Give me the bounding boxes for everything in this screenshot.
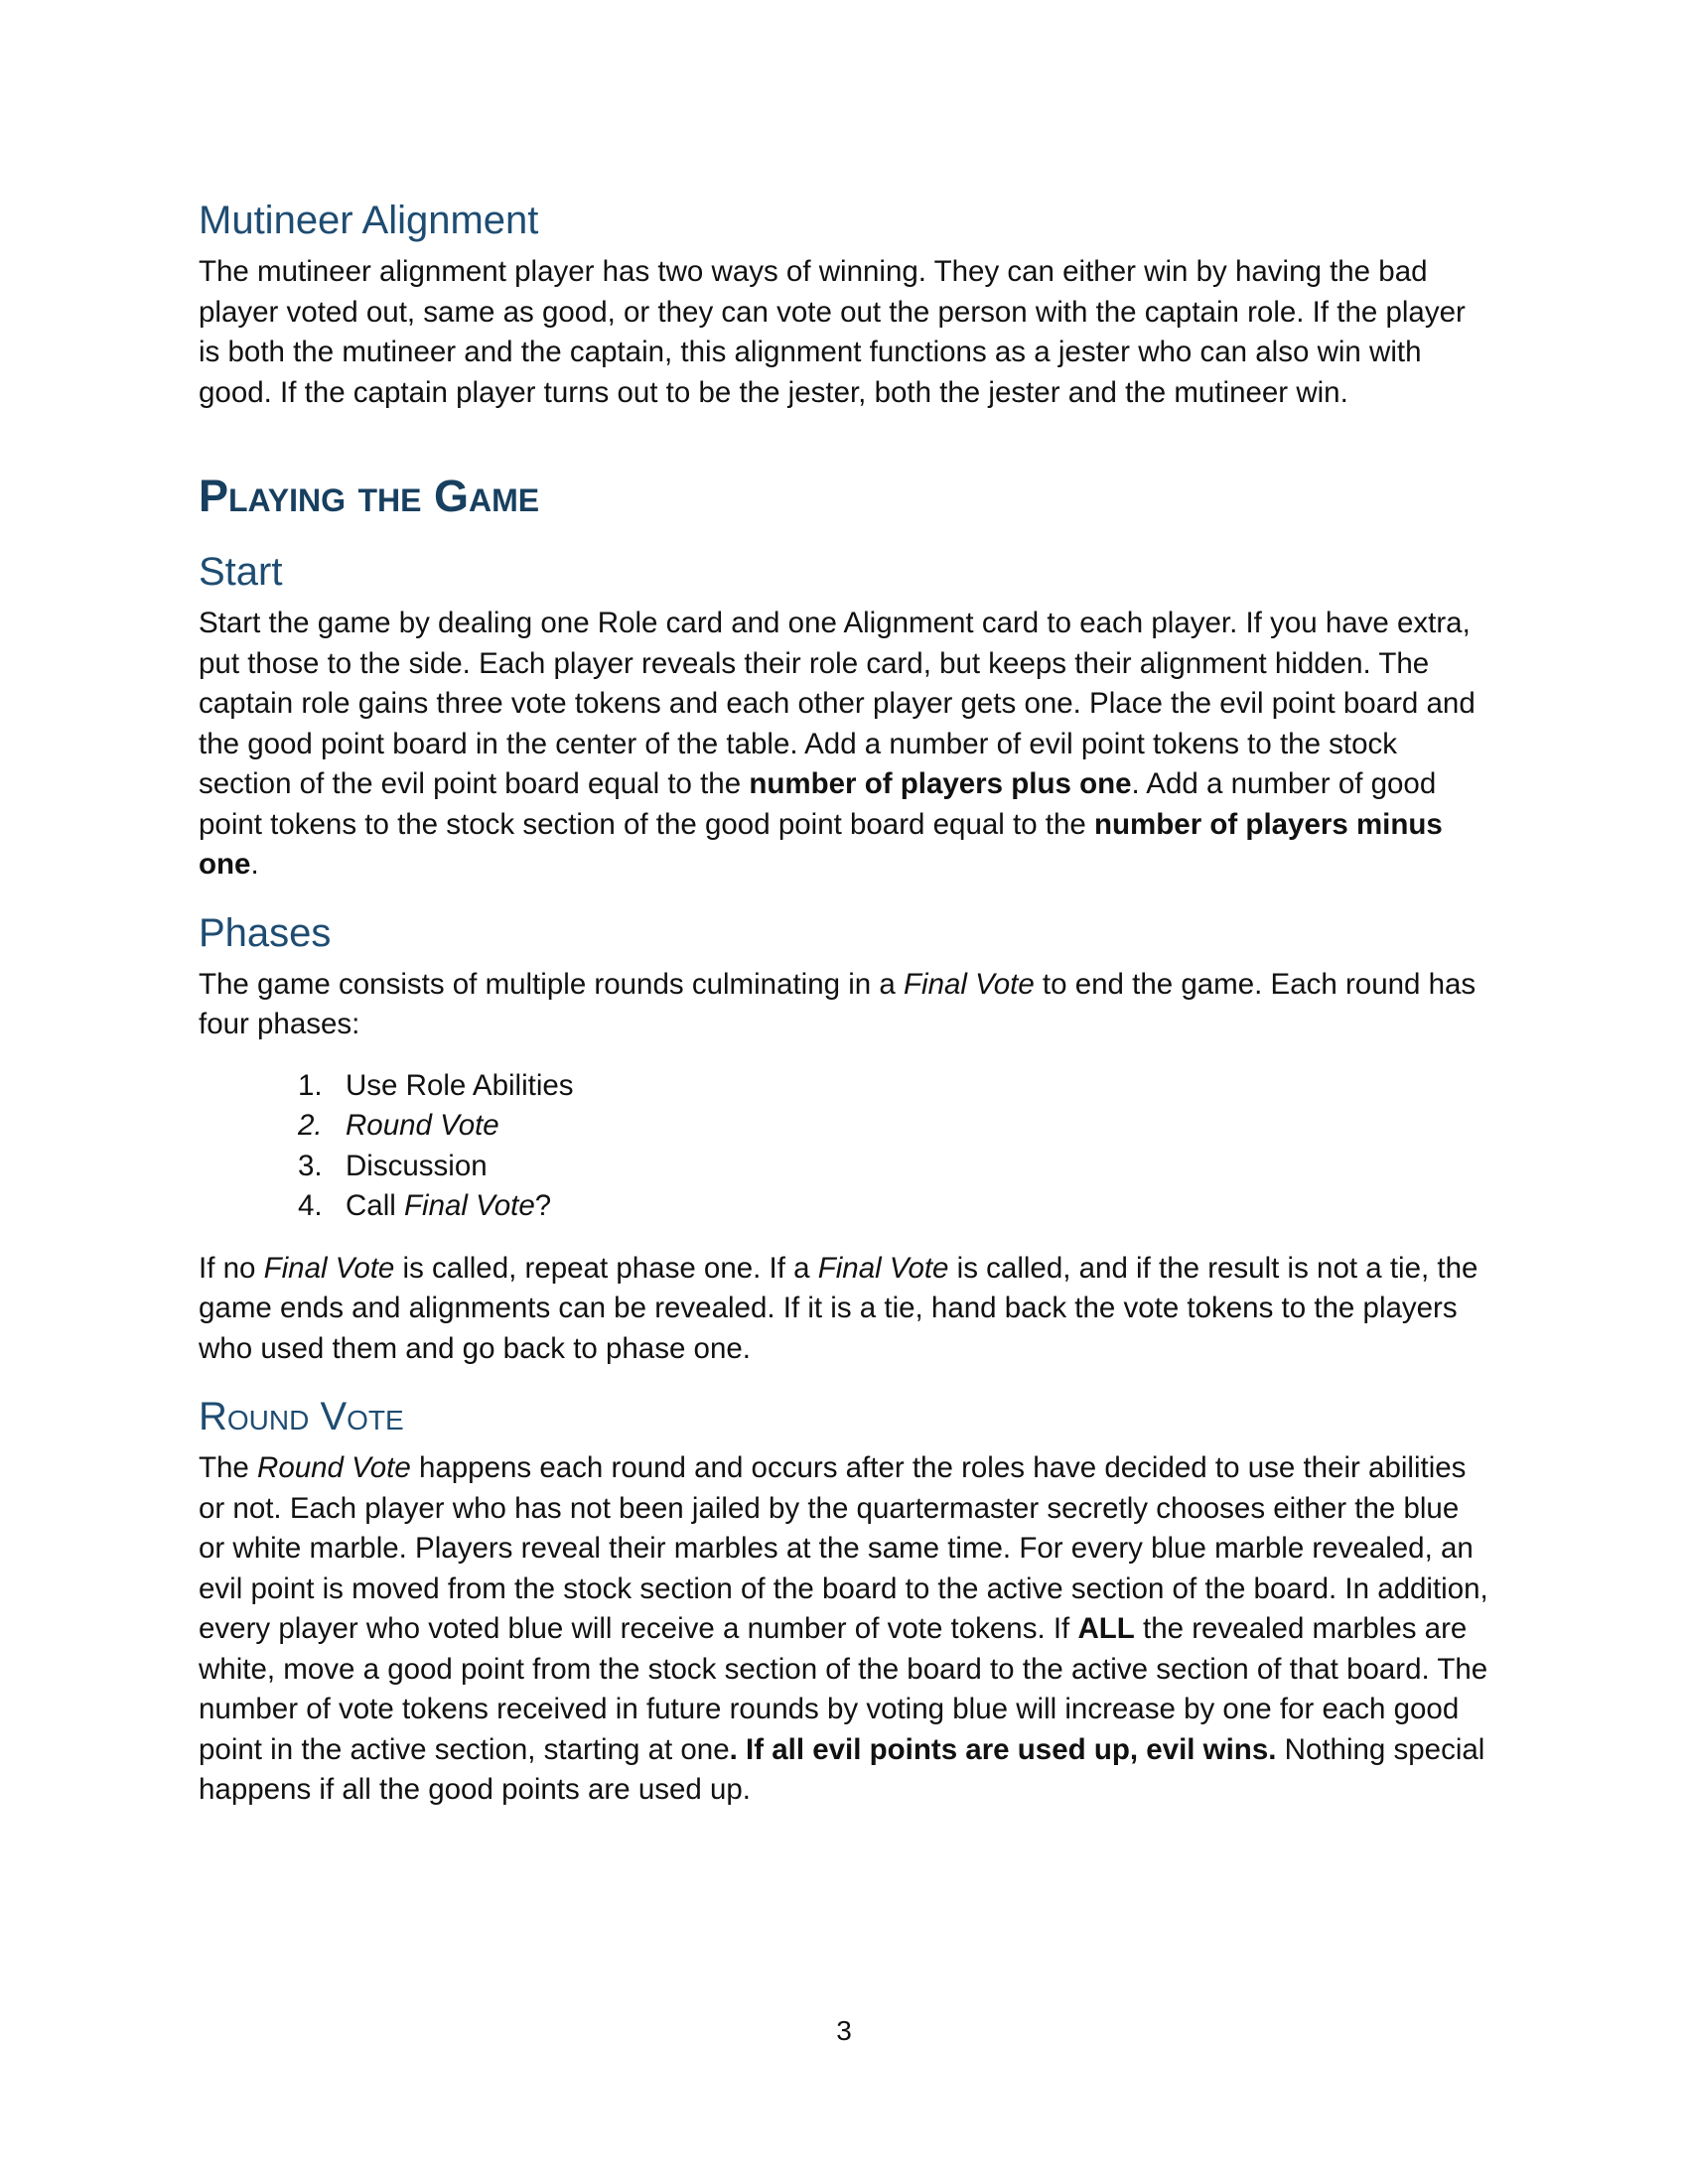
phases-after-text-1: If no <box>199 1251 264 1285</box>
list-item <box>199 1186 1489 1227</box>
list-item <box>199 1106 1489 1147</box>
start-text-2: . Add a number of good point tokens to the stock section of the good point board equal to the <box>199 767 1437 841</box>
document-page <box>199 195 1489 1811</box>
round-vote-text-2: happens each round and occurs after the roles have decided to use their abilities or not. Each player who has not been jailed by the quartermaster secretly chooses either the blue or white marble. Players reveal their marbles at the same time. For every blue marble revealed, an evil point is moved from the stock section of the board to the active section of the board. In addition, every player who voted blue will receive a number of vote tokens. If <box>199 1451 1488 1645</box>
heading-playing-the-game: Playing the Game <box>199 471 540 521</box>
paragraph-phases-intro <box>199 965 1489 1045</box>
heading-start: Start <box>199 550 283 594</box>
list-item-number: 4. <box>298 1189 323 1222</box>
list-item-text-2: ? <box>534 1189 552 1222</box>
list-item-number: 2. <box>298 1109 323 1142</box>
heading-phases: Phases <box>199 910 332 955</box>
start-bold-1: number of players plus one <box>749 767 1132 800</box>
phases-intro-italic: Final Vote <box>904 967 1035 1001</box>
phases-after-text-3: is called, and if the result is not a tie, the game ends and alignments can be revealed. If it is a tie, hand back the vote tokens to the players who used them and go back to phase one. <box>199 1251 1478 1365</box>
phases-intro-text-1: The game consists of multiple rounds culminating in a <box>199 967 904 1001</box>
list-item-italic: Final Vote <box>404 1189 535 1222</box>
list-item <box>199 1066 1489 1107</box>
round-vote-text-1: The <box>199 1451 258 1484</box>
paragraph-round-vote <box>199 1448 1489 1811</box>
list-item-number: 3. <box>298 1149 323 1182</box>
start-bold-2: number of players minus one <box>199 807 1443 881</box>
heading-round-vote: Round Vote <box>199 1395 404 1438</box>
round-vote-text-4: Nothing special happens if all the good points are used up. <box>199 1732 1485 1806</box>
round-vote-text-3: the revealed marbles are white, move a good point from the stock section of the board to the active section of that board. The number of vote tokens received in future rounds by voting blue will increase by one for each good point in the active section, starting at one <box>199 1612 1488 1766</box>
start-text-3: . <box>250 848 259 881</box>
list-item-text: Round Vote <box>346 1109 499 1142</box>
round-vote-italic: Round Vote <box>257 1451 411 1484</box>
phases-after-text-2: is called, repeat phase one. If a <box>394 1251 818 1285</box>
phases-list <box>199 1066 1489 1227</box>
phases-after-italic-2: Final Vote <box>817 1251 949 1285</box>
start-text-1: Start the game by dealing one Role card and one Alignment card to each player. If you have extra, put those to the side. Each player reveals their role card, but keeps their alignment hidden. The captain role gains three vote tokens and each other player gets one. Place the evil point board and the good point board in the center of the table. Add a number of evil point tokens to the stock section of the evil point board equal to the <box>199 607 1476 800</box>
list-item-text <box>346 1186 551 1227</box>
round-vote-bold-1: ALL <box>1077 1612 1135 1645</box>
list-item-number: 1. <box>298 1068 323 1102</box>
list-item-text: Discussion <box>346 1149 488 1182</box>
paragraph-phases-after <box>199 1249 1489 1370</box>
paragraph-start <box>199 604 1489 886</box>
list-item-text-1: Call <box>346 1189 405 1222</box>
list-item <box>199 1147 1489 1187</box>
phases-after-italic-1: Final Vote <box>263 1251 395 1285</box>
round-vote-bold-2: . If all evil points are used up, evil wins. <box>729 1732 1277 1766</box>
list-item-text: Use Role Abilities <box>346 1068 574 1102</box>
paragraph-mutineer: The mutineer alignment player has two ways of winning. They can either win by having the bad player voted out, same as good, or they can vote out the person with the captain role. If the player is both the mutineer and the captain, this alignment functions as a jester who can also win with good. If the captain player turns out to be the jester, both the jester and the mutineer win. <box>199 255 1466 409</box>
page-number: 3 <box>836 2015 852 2046</box>
heading-mutineer-alignment: Mutineer Alignment <box>199 199 539 242</box>
phases-intro-text-2: to end the game. Each round has four phases: <box>199 967 1477 1040</box>
